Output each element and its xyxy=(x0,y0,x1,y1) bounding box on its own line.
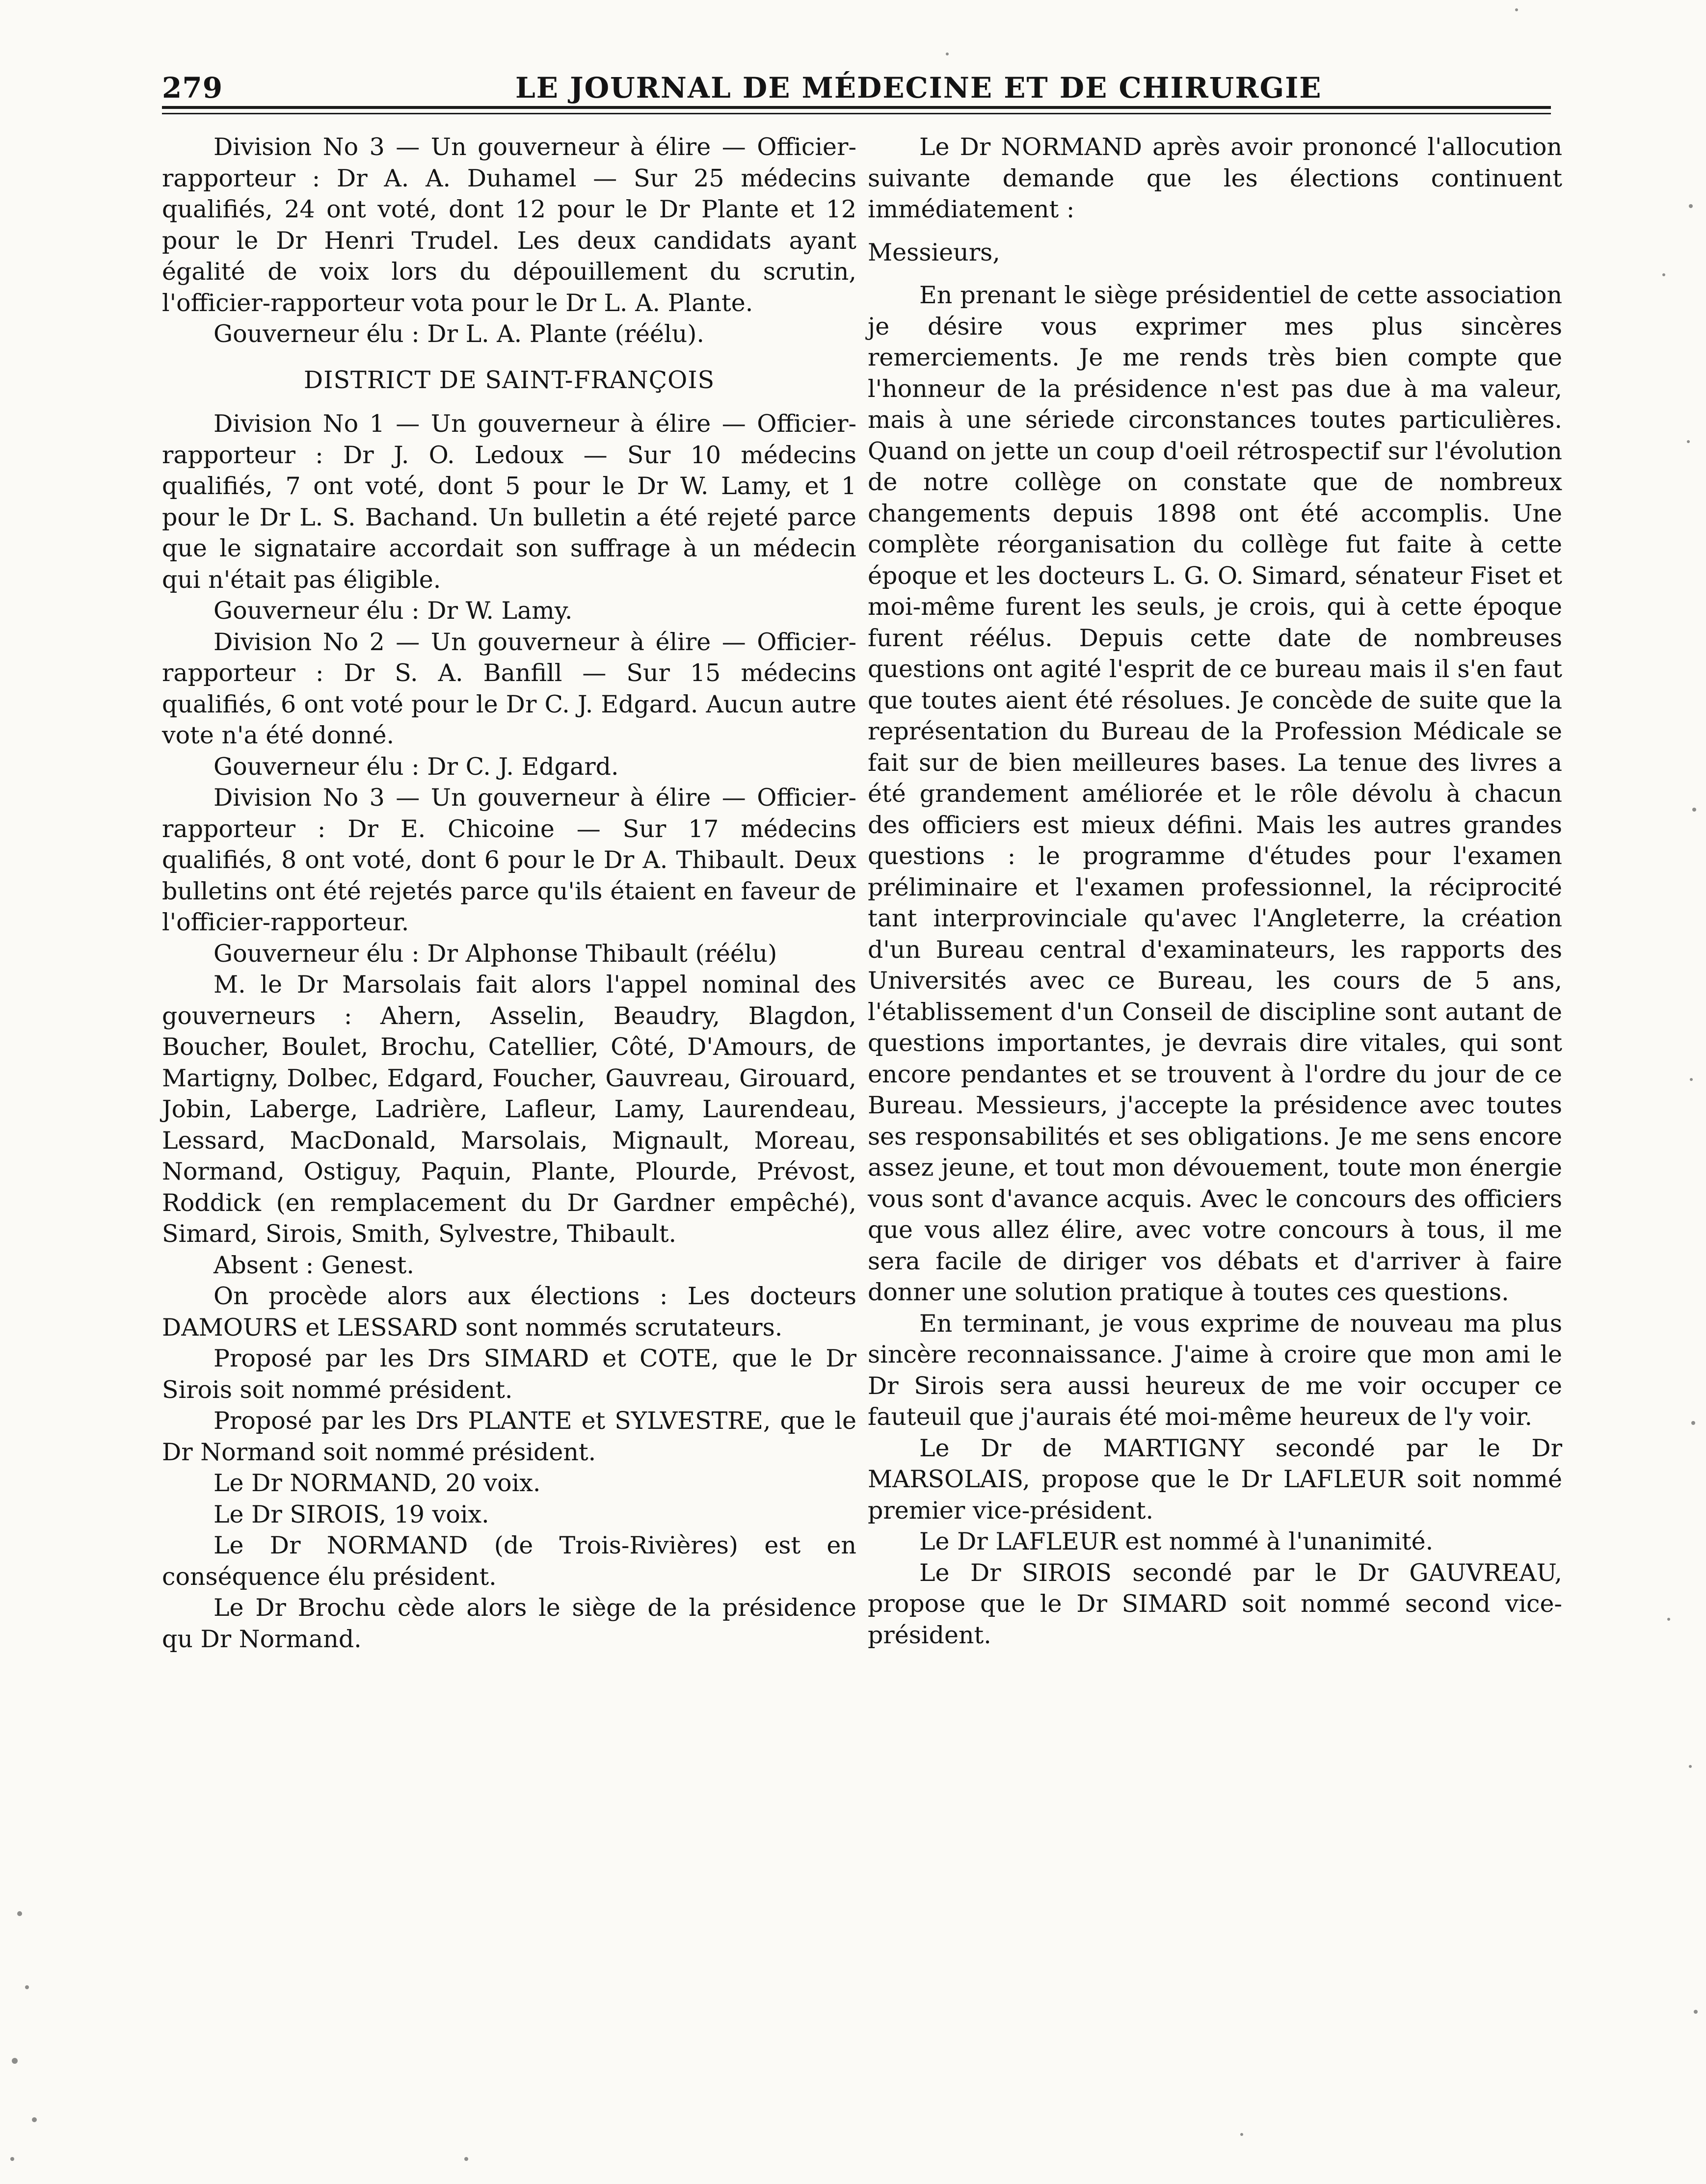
paragraph: Division No 1 — Un gouverneur à élire — Officier-rapporteur : Dr J. O. Ledoux — Sur 10 médecins qualifiés, 7 ont voté, dont 5 pour le Dr W. Lamy, et 1 pour le Dr L. S. Bachand. Un bulletin a été rejeté parce que le signataire accordait son suffrage à un médecin qui n'était pas éligible. xyxy=(162,410,856,594)
header-rule xyxy=(162,106,1551,109)
paragraph: Le Dr SIROIS, 19 voix. xyxy=(213,1500,489,1528)
paragraph: Le Dr NORMAND (de Trois-Rivières) est en conséquence élu président. xyxy=(162,1531,856,1591)
paragraph: Gouverneur élu : Dr C. J. Edgard. xyxy=(213,752,619,781)
paragraph: Gouverneur élu : Dr Alphonse Thibault (réélu) xyxy=(213,939,777,968)
paragraph: Le Dr Brochu cède alors le siège de la présidence qu Dr Normand. xyxy=(162,1594,856,1653)
paragraph: En terminant, je vous exprime de nouveau ma plus sincère reconnaissance. J'aime à croire que mon ami le Dr Sirois sera aussi heureux de me voir occuper ce fauteuil que j'aurais été moi-même heureux de l'y voir. xyxy=(868,1309,1562,1431)
right-column xyxy=(868,132,1562,1651)
paragraph: M. le Dr Marsolais fait alors l'appel nominal des gouverneurs : Ahern, Asselin, Beaudry, Blagdon, Boucher, Boulet, Brochu, Catellier, Côté, D'Amours, de Martigny, Dolbec, Edgard, Foucher, Gauvreau, Girouard, Jobin, Laberge, Ladrière, Lafleur, Lamy, Laurendeau, Lessard, MacDonald, Marsolais, Mignault, Moreau, Normand, Ostiguy, Paquin, Plante, Plourde, Prévost, Roddick (en remplacement du Dr Gardner empêché), Simard, Sirois, Smith, Sylvestre, Thibault. xyxy=(162,971,856,1248)
paragraph: Le Dr de MARTIGNY secondé par le Dr MARSOLAIS, propose que le Dr LAFLEUR soit nommé premier vice-président. xyxy=(868,1434,1562,1525)
paragraph: Division No 2 — Un gouverneur à élire — Officier-rapporteur : Dr S. A. Banfill — Sur 15 médecins qualifiés, 6 ont voté pour le Dr C. J. Edgard. Aucun autre vote n'a été donné. xyxy=(162,628,856,749)
paragraph: On procède alors aux élections : Les docteurs DAMOURS et LESSARD sont nommés scrutateurs. xyxy=(162,1282,856,1342)
section-heading: DISTRICT DE SAINT-FRANÇOIS xyxy=(303,366,715,394)
left-column xyxy=(162,132,856,1655)
header-rule-thin xyxy=(162,113,1551,114)
paragraph: Division No 3 — Un gouverneur à élire — Officier-rapporteur : Dr A. A. Duhamel — Sur 25 médecins qualifiés, 24 ont voté, dont 12 pour le Dr Plante et 12 pour le Dr Henri Trudel. Les deux candidats ayant égalité de voix lors du dépouillement du scrutin, l'officier-rapporteur vota pour le Dr L. A. Plante. xyxy=(162,133,856,317)
paragraph: Gouverneur élu : Dr L. A. Plante (réélu). xyxy=(213,320,704,348)
paragraph: Le Dr SIROIS secondé par le Dr GAUVREAU, propose que le Dr SIMARD soit nommé second vice-président. xyxy=(868,1558,1562,1649)
salutation: Messieurs, xyxy=(868,238,1000,266)
paragraph: Proposé par les Drs PLANTE et SYLVESTRE, que le Dr Normand soit nommé président. xyxy=(162,1407,856,1466)
paragraph: En prenant le siège présidentiel de cette association je désire vous exprimer mes plus sincères remerciements. Je me rends très bien compte que l'honneur de la présidence n'est pas due à ma valeur, mais à une sériede circonstances toutes particulières. Quand on jette un coup d'oeil rétrospectif sur l'évolution de notre collège on constate que de nombreux changements depuis 1898 ont été accomplis. Une complète réorganisation du collège fut faite à cette époque et les docteurs L. G. O. Simard, sénateur Fiset et moi-même furent les seuls, je crois, qui à cette époque furent réélus. Depuis cette date de nombreuses questions ont agité l'esprit de ce bureau mais il s'en faut que toutes aient été résolues. Je concède de suite que la représentation du Bureau de la Profession Médicale se fait sur de bien meilleures bases. La tenue des livres a été grandement améliorée et le rôle dévolu à chacun des officiers est mieux défini. Mais les autres grandes questions : le programme d'études pour l'examen préliminaire et l'examen professionnel, la réciprocité tant interprovinciale qu'avec l'Angleterre, la création d'un Bureau central d'examinateurs, les rapports des Universités avec ce Bureau, les cours de 5 ans, l'établissement d'un Conseil de discipline sont autant de questions importantes, je devrais dire vitales, qui sont encore pendantes et se trouvent à l'ordre du jour de ce Bureau. Messieurs, j'accepte la présidence avec toutes ses responsabilités et ses obligations. Je me sens encore assez jeune, et tout mon dévouement, toute mon énergie vous sont d'avance acquis. Avec le concours des officiers que vous allez élire, avec votre concours à tous, il me sera facile de diriger vos débats et d'arriver à faire donner une solution pratique à toutes ces questions. xyxy=(868,281,1562,1306)
paragraph: Le Dr NORMAND, 20 voix. xyxy=(213,1469,541,1497)
paragraph: Division No 3 — Un gouverneur à élire — Officier-rapporteur : Dr E. Chicoine — Sur 17 médecins qualifiés, 8 ont voté, dont 6 pour le Dr A. Thibault. Deux bulletins ont été rejetés parce qu'ils étaient en faveur de l'officier-rapporteur. xyxy=(162,784,856,936)
paragraph: Proposé par les Drs SIMARD et COTE, que le Dr Sirois soit nommé président. xyxy=(162,1344,856,1404)
paragraph: Gouverneur élu : Dr W. Lamy. xyxy=(213,597,573,625)
page-header xyxy=(162,71,1551,110)
journal-title: LE JOURNAL DE MÉDECINE ET DE CHIRURGIE xyxy=(515,71,1322,105)
paragraph: Le Dr LAFLEUR est nommé à l'unanimité. xyxy=(919,1527,1434,1555)
paragraph: Absent : Genest. xyxy=(213,1251,414,1279)
paragraph: Le Dr NORMAND après avoir prononcé l'allocution suivante demande que les élections continuent immédiatement : xyxy=(868,133,1562,223)
page-number: 279 xyxy=(162,71,223,105)
